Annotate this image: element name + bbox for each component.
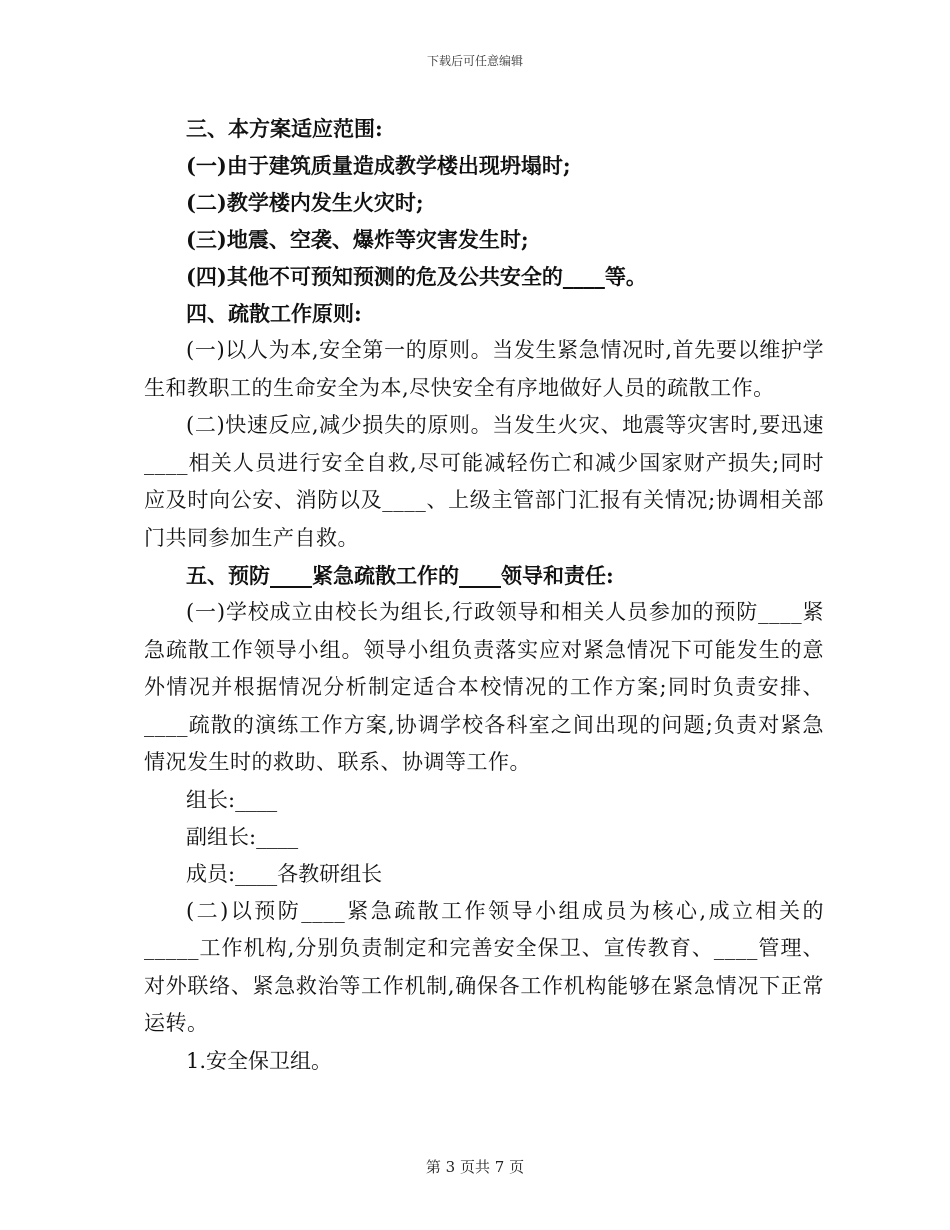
scope-item-4: (四)其他不可预知预测的危及公共安全的____等。: [186, 264, 647, 289]
principle-paragraph-2: (二)快速反应,减少损失的原则。当发生火灾、地震等灾害时,要迅速____相关人员进行安全自救,尽可能减轻伤亡和减少国家财产损失;同时应及时向公安、消防以及____、上级主管部门汇报有关情况;协调相关部门共同参加生产自救。: [144, 413, 824, 550]
scope-item-2: (二)教学楼内发生火灾时;: [186, 190, 424, 215]
document-body: [144, 110, 824, 1080]
scope-item-3: (三)地震、空袭、爆炸等灾害发生时;: [186, 227, 529, 252]
section-heading-principles: 四、疏散工作原则:: [186, 301, 362, 326]
principle-paragraph-1: (一)以人为本,安全第一的原则。当发生紧急情况时,首先要以维护学生和教职工的生命安全为本,尽快安全有序地做好人员的疏散工作。: [144, 338, 824, 400]
security-group-item: 1.安全保卫组。: [186, 1048, 333, 1073]
members-line: 成员:____各教研组长: [186, 861, 383, 886]
deputy-leader-line: 副组长:____: [186, 824, 299, 849]
leadership-paragraph-2: (二)以预防____紧急疏散工作领导小组成员为核心,成立相关的_____工作机构,分别负责制定和完善安全保卫、宣传教育、____管理、对外联络、紧急救治等工作机制,确保各工作机构能够在紧急情况下正常运转。: [144, 898, 824, 1035]
leader-line: 组长:____: [186, 787, 278, 812]
page-header: 下载后可任意编辑: [426, 54, 523, 68]
scope-item-1: (一)由于建筑质量造成教学楼出现坍塌时;: [186, 153, 571, 178]
section-heading-scope: 三、本方案适应范围:: [186, 116, 383, 141]
section-heading-leadership: 五、预防____紧急疏散工作的____领导和责任:: [186, 563, 614, 588]
page-footer: 第 3 页共 7 页: [425, 1158, 525, 1176]
leadership-paragraph-1: (一)学校成立由校长为组长,行政领导和相关人员参加的预防____紧急疏散工作领导小组。领导小组负责落实应对紧急情况下可能发生的意外情况并根据情况分析制定适合本校情况的工作方案;同时负责安排、____疏散的演练工作方案,协调学校各科室之间出现的问题;负责对紧急情况发生时的救助、联系、协调等工作。: [144, 600, 824, 774]
